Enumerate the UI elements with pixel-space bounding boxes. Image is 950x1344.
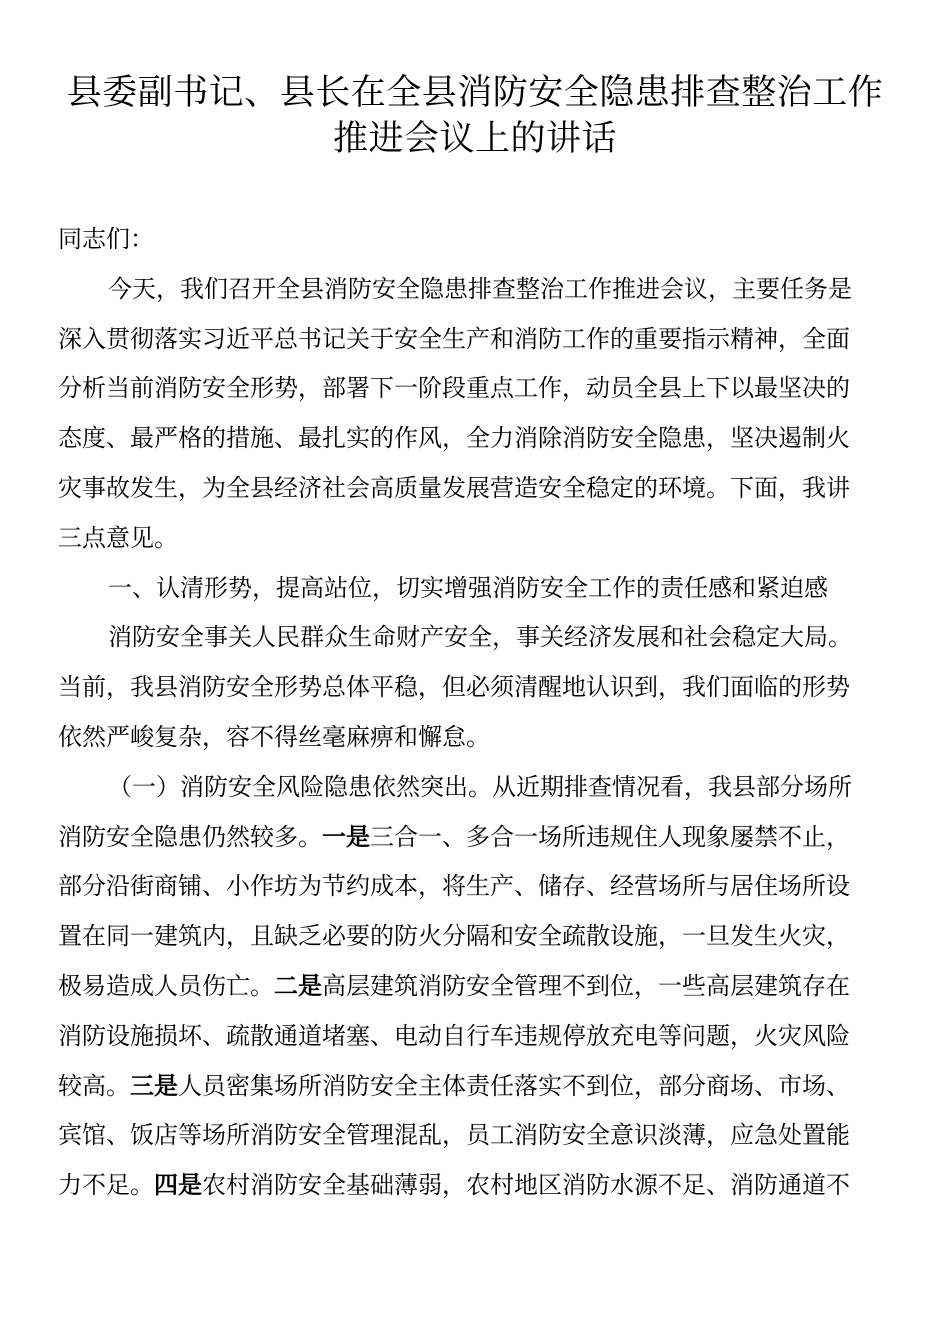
- text-run: 力不足。: [58, 1171, 154, 1200]
- paragraph-line: 依然严峻复杂，容不得丝毫麻痹和懈怠。: [58, 722, 490, 751]
- section-heading: 一、认清形势，提高站位，切实增强消防安全工作的责任感和紧迫感: [108, 573, 828, 602]
- paragraph-line: 部分沿街商铺、小作坊为节约成本，将生产、储存、经营场所与居住场所设: [58, 872, 850, 901]
- text-run: 三合一、多合一场所违规住人现象屡禁不止，: [370, 822, 850, 851]
- paragraph-line: [58, 962, 894, 1012]
- paragraph-line: 宾馆、饭店等场所消防安全管理混乱，员工消防安全意识淡薄，应急处置能: [58, 1121, 850, 1150]
- paragraph-line: [58, 1161, 894, 1211]
- bold-marker: 一是: [322, 822, 370, 851]
- paragraph-line: 当前，我县消防安全形势总体平稳，但必须清醒地认识到，我们面临的形势: [58, 673, 850, 702]
- text-run: 极易造成人员伤亡。: [58, 971, 274, 1000]
- bold-marker: 四是: [154, 1171, 202, 1200]
- document-title-line-2: 推进会议上的讲话: [332, 119, 617, 159]
- text-run: 消防安全隐患仍然较多。: [58, 822, 322, 851]
- paragraph-line: 置在同一建筑内，且缺乏必要的防火分隔和安全疏散设施，一旦发生火灾，: [58, 922, 850, 951]
- bold-marker: 二是: [274, 971, 322, 1000]
- paragraph-line: 今天，我们召开全县消防安全隐患排查整治工作推进会议，主要任务是: [108, 274, 852, 303]
- bold-marker: 三是: [130, 1071, 178, 1100]
- paragraph-line: 灾事故发生，为全县经济社会高质量发展营造安全稳定的环境。下面，我讲: [58, 473, 850, 502]
- salutation: 同志们：: [58, 225, 154, 253]
- paragraph-line: （一）消防安全风险隐患依然突出。从近期排查情况看，我县部分场所: [108, 772, 852, 801]
- paragraph-line: 三点意见。: [58, 523, 178, 552]
- paragraph-line: 态度、最严格的措施、最扎实的作风，全力消除消防安全隐患，坚决遏制火: [58, 424, 850, 453]
- paragraph-line: 深入贯彻落实习近平总书记关于安全生产和消防工作的重要指示精神，全面: [58, 324, 850, 353]
- text-run: 高层建筑消防安全管理不到位，一些高层建筑存在: [322, 971, 850, 1000]
- paragraph-line: 分析当前消防安全形势，部署下一阶段重点工作，动员全县上下以最坚决的: [58, 374, 850, 403]
- paragraph-line: [58, 1062, 894, 1112]
- text-run: 人员密集场所消防安全主体责任落实不到位，部分商场、市场、: [178, 1071, 850, 1100]
- document-body: [58, 215, 894, 1211]
- document-title-line-1: 县委副书记、县长在全县消防安全隐患排查整治工作: [66, 73, 884, 113]
- text-run: 农村消防安全基础薄弱，农村地区消防水源不足、消防通道不: [202, 1171, 850, 1200]
- paragraph-line: [58, 813, 894, 863]
- paragraph-line: 消防安全事关人民群众生命财产安全，事关经济发展和社会稳定大局。: [108, 623, 852, 652]
- paragraph-line: 消防设施损坏、疏散通道堵塞、电动自行车违规停放充电等问题，火灾风险: [58, 1021, 850, 1050]
- text-run: 较高。: [58, 1071, 130, 1100]
